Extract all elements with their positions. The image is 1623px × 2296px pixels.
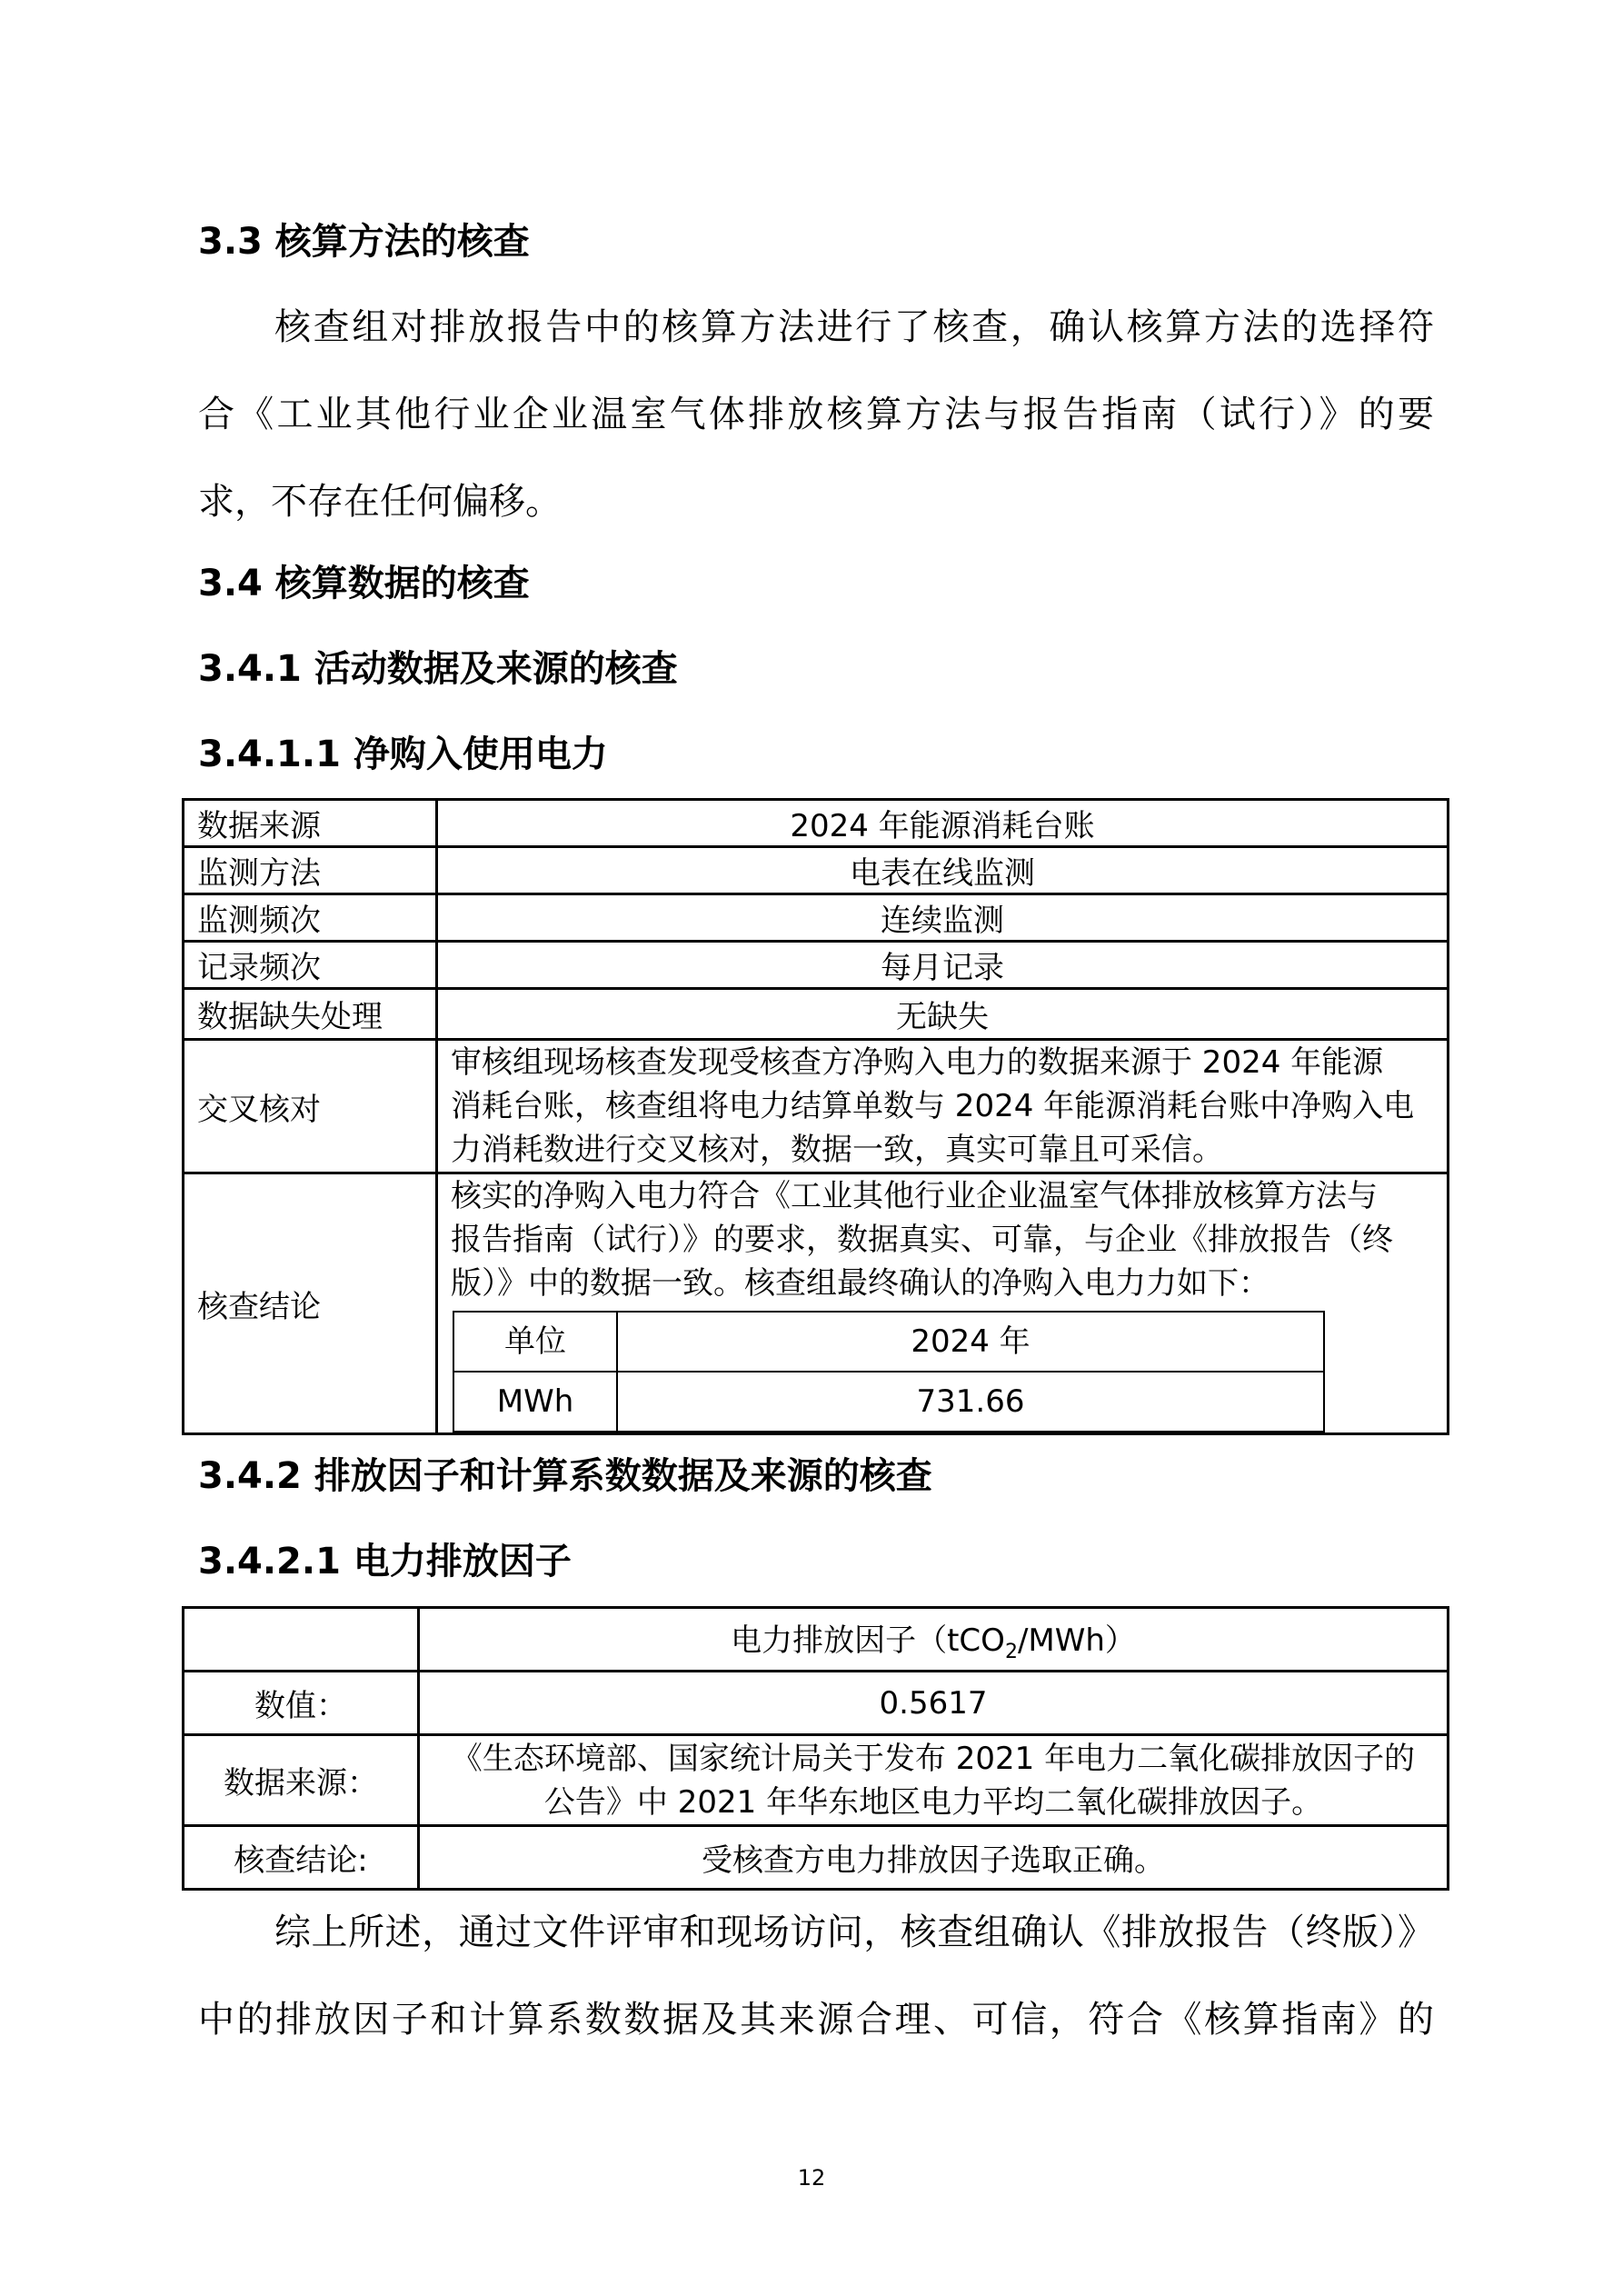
source-label: 数据来源： xyxy=(184,1735,419,1826)
unit-header: 单位 xyxy=(453,1312,617,1372)
factor-header: 电力排放因子（tCO$_2$/MWh） xyxy=(419,1608,1449,1672)
section-heading-3-4-1: 3.4.1 活动数据及来源的核查 xyxy=(198,648,678,690)
row-value: 电表在线监测 xyxy=(437,847,1449,894)
paragraph-line: 核查组对排放报告中的核算方法进行了核查，确认核算方法的选择符 xyxy=(274,306,1434,348)
row-label: 核查结论 xyxy=(184,1173,437,1434)
paragraph-line: 综上所述，通过文件评审和现场访问，核查组确认《排放报告（终版）》 xyxy=(274,1912,1434,1953)
row-label: 监测频次 xyxy=(184,894,437,942)
text-line: 报告指南（试行）》的要求，数据真实、可靠，与企业《排放报告（终 xyxy=(451,1222,1393,1258)
row-value: 连续监测 xyxy=(437,894,1449,942)
table-row-conclusion xyxy=(184,1173,1449,1434)
inner-header-row xyxy=(453,1312,1324,1372)
table-row-cross-check xyxy=(184,1040,1449,1173)
section-heading-3-4-2-1: 3.4.2.1 电力排放因子 xyxy=(198,1541,572,1582)
paragraph-method-check xyxy=(198,284,1434,545)
page-number: 12 xyxy=(797,2165,826,2191)
inner-value-row xyxy=(453,1372,1324,1432)
row-label: 数据缺失处理 xyxy=(184,989,437,1040)
text-line: 核实的净购入电力符合《工业其他行业企业温室气体排放核算方法与 xyxy=(451,1178,1378,1214)
section-heading-3-4-1-1: 3.4.1.1 净购入使用电力 xyxy=(198,734,608,775)
section-heading-3-3: 3.3 核算方法的核查 xyxy=(198,221,530,263)
electricity-data-table xyxy=(182,798,1449,1435)
table-row xyxy=(184,989,1449,1040)
paragraph-line: 合《工业其他行业企业温室气体排放核算方法与报告指南（试行）》的要 xyxy=(198,394,1434,435)
net-electricity-result-table xyxy=(453,1311,1325,1433)
row-value: 2024 年能源消耗台账 xyxy=(437,800,1449,847)
text-line: 版）》中的数据一致。核查组最终确认的净购入电力力如下： xyxy=(451,1265,1270,1302)
factor-source-row xyxy=(184,1735,1449,1826)
cross-check-text xyxy=(437,1040,1449,1173)
row-value: 每月记录 xyxy=(437,942,1449,989)
section-heading-3-4: 3.4 核算数据的核查 xyxy=(198,563,530,604)
row-value: 无缺失 xyxy=(437,989,1449,1040)
paragraph-line: 求，不存在任何偏移。 xyxy=(198,481,562,523)
table-row xyxy=(184,894,1449,942)
table-row xyxy=(184,847,1449,894)
text-line: 消耗台账，核查组将电力结算单数与 2024 年能源消耗台账中净购入电 xyxy=(451,1088,1415,1124)
emission-factor-table xyxy=(182,1606,1449,1891)
factor-value: 0.5617 xyxy=(419,1672,1449,1735)
empty-cell xyxy=(184,1608,419,1672)
text-line: 《生态环境部、国家统计局关于发布 2021 年电力二氧化碳排放因子的 xyxy=(451,1740,1416,1777)
conclusion-label: 核查结论: xyxy=(184,1826,419,1890)
conclusion-cell xyxy=(437,1173,1449,1434)
table-row xyxy=(184,942,1449,989)
table-row xyxy=(184,800,1449,847)
paragraph-summary xyxy=(198,1889,1434,2063)
value-label: 数值： xyxy=(184,1672,419,1735)
row-label: 交叉核对 xyxy=(184,1040,437,1173)
row-label: 监测方法 xyxy=(184,847,437,894)
year-header: 2024 年 xyxy=(617,1312,1324,1372)
text-line: 公告》中 2021 年华东地区电力平均二氧化碳排放因子。 xyxy=(543,1783,1323,1821)
factor-conclusion: 受核查方电力排放因子选取正确。 xyxy=(419,1826,1449,1890)
factor-header-row xyxy=(184,1608,1449,1672)
unit-value: MWh xyxy=(453,1372,617,1432)
factor-conclusion-row xyxy=(184,1826,1449,1890)
row-label: 数据来源 xyxy=(184,800,437,847)
factor-value-row xyxy=(184,1672,1449,1735)
text-line: 力消耗数进行交叉核对，数据一致，真实可靠且可采信。 xyxy=(451,1132,1223,1168)
factor-source xyxy=(419,1735,1449,1826)
paragraph-line: 中的排放因子和计算系数数据及其来源合理、可信，符合《核算指南》的 xyxy=(198,1999,1434,2041)
text-line: 审核组现场核查发现受核查方净购入电力的数据来源于 2024 年能源 xyxy=(451,1044,1384,1081)
section-heading-3-4-2: 3.4.2 排放因子和计算系数数据及来源的核查 xyxy=(198,1455,932,1497)
row-label: 记录频次 xyxy=(184,942,437,989)
electricity-value: 731.66 xyxy=(617,1372,1324,1432)
